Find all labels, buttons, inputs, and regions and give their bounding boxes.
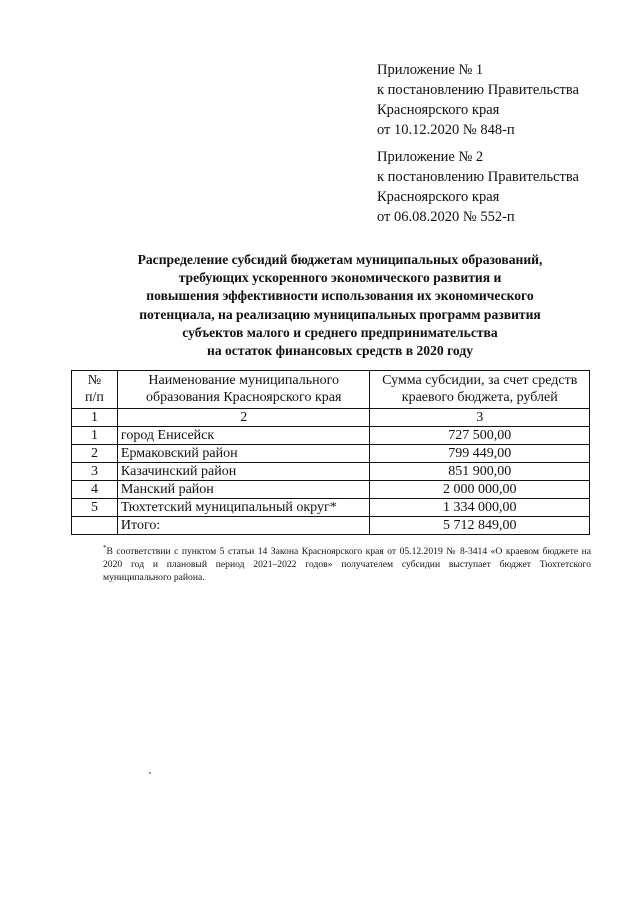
municipality-name: Тюхтетский муниципальный округ* (117, 499, 370, 517)
row-number: 3 (72, 463, 118, 481)
table-row (72, 463, 590, 481)
appendix-1-region: Красноярского края (377, 102, 500, 118)
row-number: 5 (72, 499, 118, 517)
appendix-1-date: от 10.12.2020 № 848-п (377, 122, 515, 138)
appendix-2-reference: к постановлению Правительства (377, 169, 579, 185)
header-sum-line: Сумма субсидии, за счет средств (382, 373, 578, 388)
row-number: 4 (72, 481, 118, 499)
title-line: повышения эффективности использования их экономического (146, 288, 534, 304)
appendix-2-title: Приложение № 2 (377, 149, 484, 165)
subsidies-table (71, 370, 590, 535)
table-total-row (72, 517, 590, 535)
appendix-1-reference: к постановлению Правительства (377, 82, 579, 98)
table-row (72, 445, 590, 463)
column-number: 2 (117, 409, 370, 427)
table-row (72, 481, 590, 499)
footnote (103, 545, 591, 584)
table-header-row (72, 371, 590, 409)
title-line: Распределение субсидий бюджетам муниципальных образований, (137, 252, 543, 267)
header-sum (370, 371, 590, 409)
footnote-marker: * (103, 543, 107, 552)
column-number: 1 (72, 409, 118, 427)
header-number (72, 371, 118, 409)
column-number: 3 (370, 409, 590, 427)
title-line: потенциала, на реализацию муниципальных программ развития (139, 306, 541, 322)
appendix-2-block (377, 147, 579, 227)
row-number: 1 (72, 427, 118, 445)
appendix-2-date: от 06.08.2020 № 552-п (377, 209, 515, 225)
appendix-1-title: Приложение № 1 (377, 62, 484, 78)
subsidy-amount: 851 900,00 (370, 463, 590, 481)
title-line: на остаток финансовых средств в 2020 году (206, 343, 474, 359)
subsidy-amount: 727 500,00 (370, 427, 590, 445)
title-line: требующих ускоренного экономического развития и (178, 270, 502, 286)
footnote-text: В соответствии с пунктом 5 статьи 14 Закона Красноярского края от 05.12.2019 № 8-3414 «О краевом бюджете на 2020 год и плановый период 2021–2022 годов» получателем субсидии выступает бюджет Тюхтетского муниципального района. (103, 546, 591, 583)
appendix-1-block (377, 60, 579, 140)
document-title (60, 251, 620, 360)
total-amount: 5 712 849,00 (370, 517, 590, 535)
subsidy-amount: 2 000 000,00 (370, 481, 590, 499)
appendix-2-region: Красноярского края (377, 189, 500, 205)
header-number-line: № (87, 373, 102, 388)
header-sum-line: краевого бюджета, рублей (401, 390, 558, 405)
municipality-name: Ермаковский район (117, 445, 370, 463)
subsidy-amount: 1 334 000,00 (370, 499, 590, 517)
column-numbers-row (72, 409, 590, 427)
municipality-name: Манский район (117, 481, 370, 499)
subsidy-amount: 799 449,00 (370, 445, 590, 463)
title-line: субъектов малого и среднего предпринимательства (182, 324, 498, 340)
header-name-line: образования Красноярского края (145, 390, 342, 405)
municipality-name: город Енисейск (117, 427, 370, 445)
table-row (72, 499, 590, 517)
municipality-name: Казачинский район (117, 463, 370, 481)
row-number: 2 (72, 445, 118, 463)
total-empty-cell (72, 517, 118, 535)
scan-speck (149, 772, 151, 774)
table-row (72, 427, 590, 445)
header-name-line: Наименование муниципального (148, 373, 340, 388)
total-label: Итого: (117, 517, 370, 535)
header-name (117, 371, 370, 409)
header-number-line: п/п (85, 390, 104, 405)
